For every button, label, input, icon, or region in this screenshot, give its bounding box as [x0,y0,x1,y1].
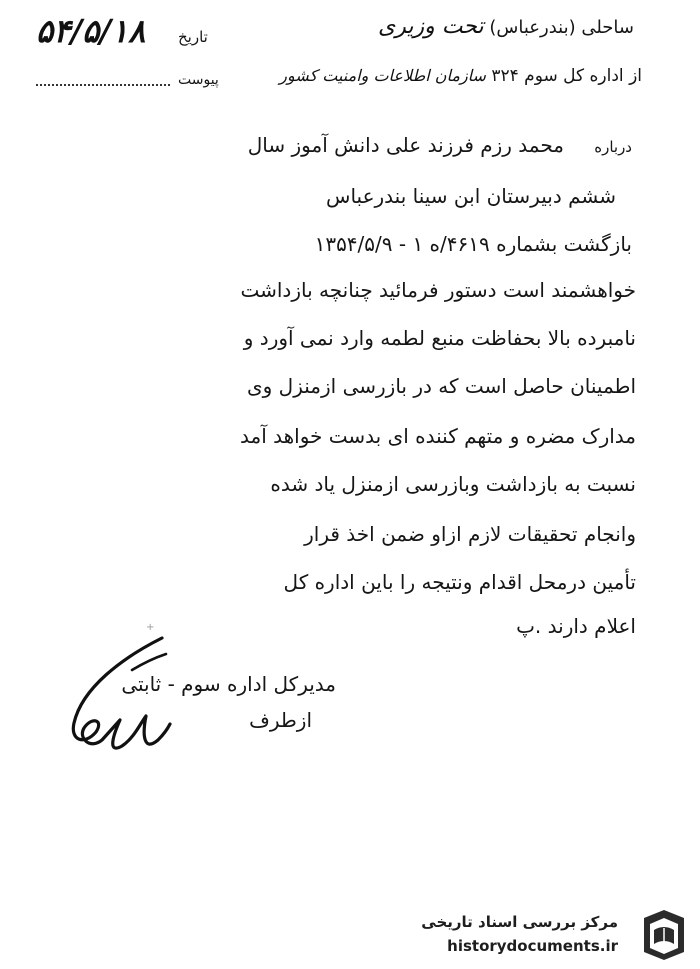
date-value-handwritten: ۵۴/۵/۱۸ [36,12,146,50]
sender-label: از [629,66,642,86]
on-behalf-label: ازطرف [249,708,312,732]
subject-line-1: محمد رزم فرزند علی دانش آموز سال [247,133,564,157]
sender-org-handwritten: سازمان اطلاعات وامنیت کشور [279,66,486,85]
sender-office: اداره کل سوم ۳۲۴ [491,66,624,86]
recipient-line [378,14,634,39]
archive-name: مرکز بررسی اسناد تاریخی [421,913,618,931]
handwritten-signature [62,628,172,768]
recipient-name-handwritten: تحت وزیری [377,14,484,39]
attachment-dotted-line [36,84,170,86]
subject-line-2: ششم دبیرستان ابن سینا بندرعباس [326,184,616,208]
sender-line [279,66,642,86]
body-line: مدارک مضره و متهم کننده ای بدست خواهد آمد [240,424,636,448]
archive-url: historydocuments.ir [447,937,618,955]
attachment-label: پیوست [178,72,219,88]
body-line: نسبت به بازداشت وبازرسی ازمنزل یاد شده [270,472,636,496]
date-label: تاریخ [178,28,208,46]
recipient-label: ساحلی (بندرعباس) [489,17,634,38]
body-line: نامبرده بالا بحفاظت منبع لطمه وارد نمی آورد و [243,326,636,350]
body-line: اعلام دارند .پ [516,614,636,638]
book-emblem-icon [640,908,688,962]
subject-label: درباره [594,138,632,156]
body-line: خواهشمند است دستور فرمائید چنانچه بازداشت [240,278,636,302]
punch-mark: + [146,622,155,633]
body-line: تأمین درمحل اقدام ونتیجه را باین اداره کل [283,570,636,594]
body-line: وانجام تحقیقات لازم ازاو ضمن اخذ قرار [304,522,636,546]
body-line: اطمینان حاصل است که در بازرسی ازمنزل وی [247,374,636,398]
body-line: بازگشت بشماره ۴۶۱۹/ه ۱ - ۱۳۵۴/۵/۹ [314,232,632,256]
signatory-title: مدیرکل اداره سوم - ثابتی [121,672,336,696]
